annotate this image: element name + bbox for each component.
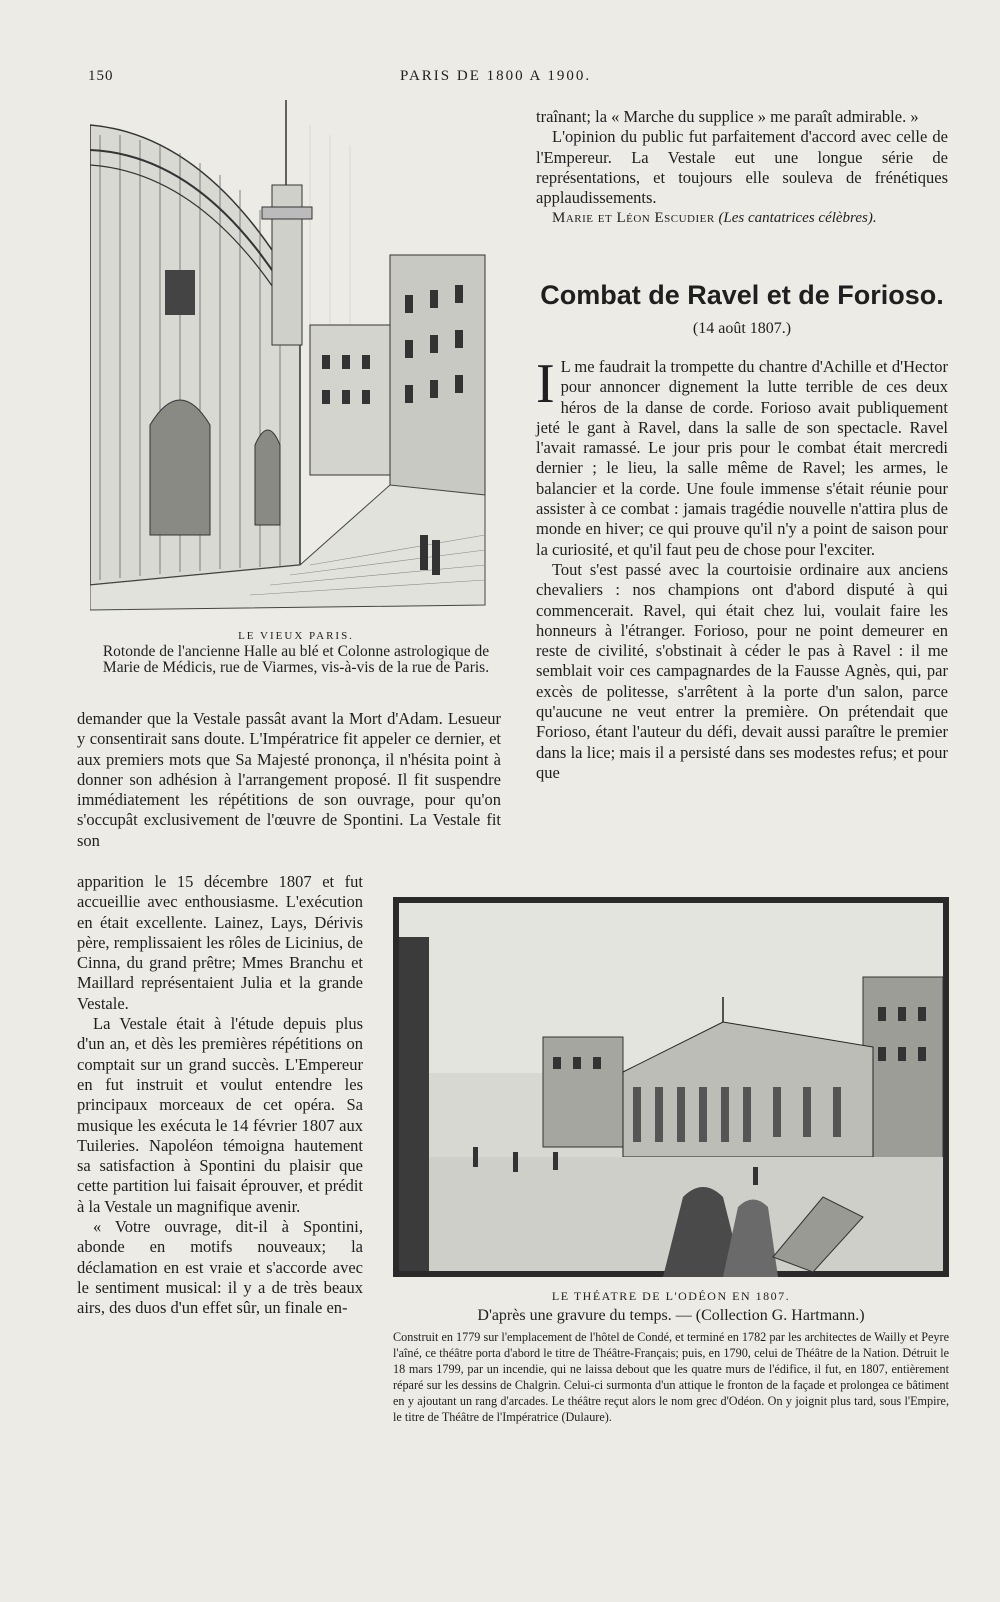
author-name: Marie et Léon Escudier	[552, 210, 715, 227]
paragraph: Tout s'est passé avec la courtoisie ordinaire aux anciens chevaliers : nos champions ont d'abord disputé à qui commencerait. Ravel, qui était chez lui, voulait faire les honneurs à l'étranger. Forioso, pour ne point demeurer en reste de civilité, s'obstinait à céder le pas à Ravel : il me semblait voir ces campagnardes de la Fausse Agnès, qui, par excès de politesse, s'arrêtent à la porte d'un salon, parce qu'aucune ne veut entrer la première. On prétendait que Forioso, étant l'auteur du défi, devait aussi paraître le premier dans la lice; mais il a persisté dans ses modestes refus; et pour que	[536, 559, 948, 782]
paragraph: « Votre ouvrage, dit-il à Spontini, abonde en motifs nouveaux; la déclamation en est vraie et s'accorde avec le sentiment musical: il y a de très beaux airs, des duos d'un effet sûr, un finale en-	[77, 1217, 363, 1318]
drop-cap: I	[536, 353, 555, 415]
attribution	[536, 208, 948, 228]
figure1-caption: Rotonde de l'ancienne Halle au blé et Colonne astrologique de Marie de Médicis, rue de Viarmes, vis-à-vis de la rue de Paris.	[102, 643, 490, 676]
figure2-title: LE THÉATRE DE L'ODÉON EN 1807.	[551, 1289, 791, 1303]
left-column-top	[77, 709, 501, 851]
section-title: Combat de Ravel et de Forioso.	[540, 280, 944, 310]
illustration-odeon-theatre	[393, 897, 949, 1277]
left-column-narrow	[77, 872, 363, 1319]
right-column-top	[536, 107, 948, 229]
illustration-old-paris	[90, 95, 490, 615]
page-number: 150	[88, 68, 114, 84]
paragraph: L'opinion du public fut parfaitement d'accord avec celle de l'Empereur. La Vestale eut une longue série de représentations, et toujours elle souleva de frénétiques applaudissements.	[536, 127, 948, 208]
paragraph: La Vestale était à l'étude depuis plus d'un an, et dès les premières répétitions on comptait sur un grand succès. L'Empereur en fut instruit et voulut entendre les principaux morceaux de cet opéra. Sa musique les exécuta le 14 février 1807 aux Tuileries. Napoléon témoigna hautement sa satisfaction à Spontini du plaisir que cette partition lui faisait éprouver, et prédit à la Vestale un magnifique avenir.	[77, 1014, 363, 1216]
figure1-title: LE VIEUX PARIS.	[238, 630, 354, 642]
paragraph	[536, 353, 948, 560]
running-title: PARIS DE 1800 A 1900.	[400, 68, 592, 84]
right-column-body	[536, 353, 948, 783]
paragraph: demander que la Vestale passât avant la Mort d'Adam. Lesueur y consentirait sans doute. L'Impératrice fit appeler ce dernier, et aux premiers mots que Sa Majesté prononça, il n'hésita point à donner son adhésion à l'arrangement proposé. Il fit suspendre immédiatement les répétitions de son ouvrage, pour qu'on s'occupât exclusivement de l'œuvre de Spontini. La Vestale fit son	[77, 709, 501, 850]
source-title: (Les cantatrices célèbres).	[718, 210, 877, 227]
section-date: (14 août 1807.)	[692, 320, 792, 337]
paragraph-text: L me faudrait la trompette du chantre d'Achille et d'Hector pour annoncer dignement la lutte terrible de ces deux héros de la danse de corde. Forioso avait publiquement jeté le gant à Ravel, dans la salle de son spectacle. Ravel l'avait ramassé. Le jour pris pour le combat était mercredi dernier ; le lieu, la salle même de Ravel; les armes, le balancier et la corde. Une foule immense s'était réunie pour assister à ce combat : jamais tragédie nouvelle n'attira plus de monde en hiver; ce qui prouve qu'il n'y a point de saison pour la curiosité, et qu'il faut peu de chose pour l'exciter.	[536, 357, 948, 559]
figure2-subtitle: D'après une gravure du temps. — (Collection G. Hartmann.)	[477, 1307, 865, 1324]
figure2-caption: Construit en 1779 sur l'emplacement de l'hôtel de Condé, et terminé en 1782 par les architectes de Wailly et Peyre l'aîné, ce théâtre porta d'abord le titre de Théâtre-Français; puis, en 1790, celui de Théâtre de la Nation. Détruit le 18 mars 1799, par un incendie, qui ne laissa debout que les quatre murs de l'édifice, il fut, en 1807, entièrement réparé sur les dessins de Chalgrin. Celui-ci surmonta d'un attique le fronton de la façade et prolongea ce bâtiment en y ajoutant un rang d'arcades. Le théâtre reçut alors le nom grec d'Odéon. On y joignit plus tard, sous l'Empire, le titre de Théâtre de l'Impératrice (Dulaure).	[393, 1330, 949, 1424]
paragraph: apparition le 15 décembre 1807 et fut accueillie avec enthousiasme. L'exécution en était excellente. Lainez, Lays, Dérivis père, remplissaient les rôles de Licinius, de Cinna, du grand prêtre; Mmes Branchu et Maillard représentaient Julia et la grande Vestale.	[77, 872, 363, 1013]
paragraph: traînant; la « Marche du supplice » me paraît admirable. »	[536, 107, 919, 126]
